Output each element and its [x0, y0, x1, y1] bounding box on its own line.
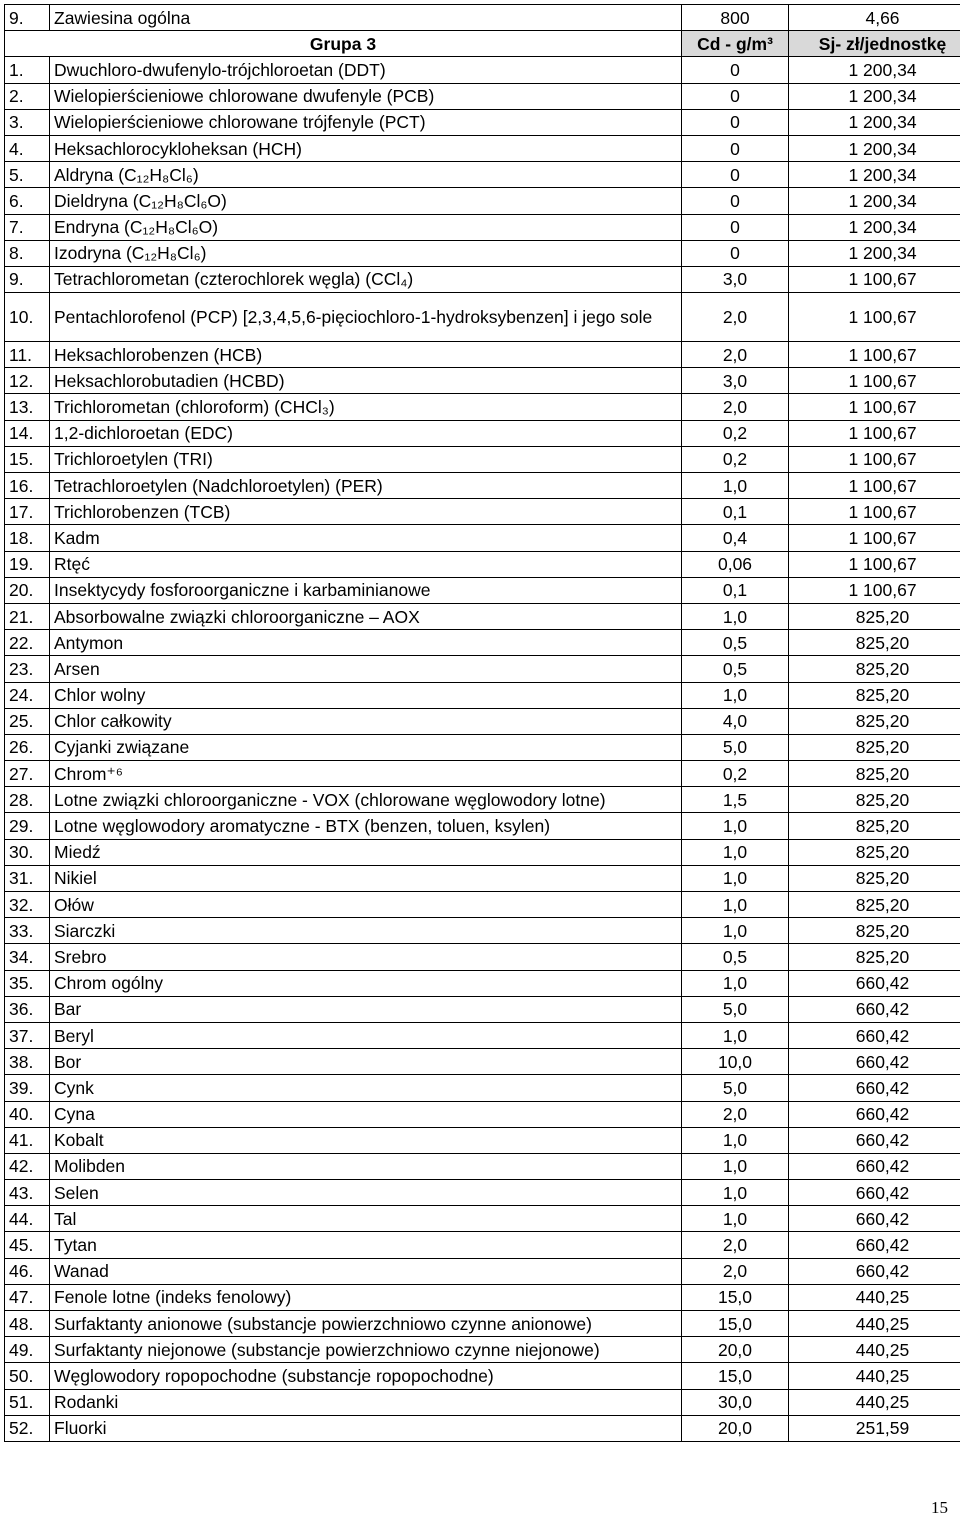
substance-name: Lotne związki chloroorganiczne - VOX (chlorowane węglowodory lotne)	[50, 787, 682, 813]
table-row	[5, 214, 960, 240]
substance-name: Rtęć	[50, 551, 682, 577]
table-row	[5, 188, 960, 214]
sj-value: 825,20	[789, 892, 960, 918]
cd-value: 0,5	[682, 656, 789, 682]
row-number: 44.	[5, 1206, 50, 1232]
sj-value: 4,66	[789, 5, 960, 31]
substance-name: Surfaktanty anionowe (substancje powierzchniowo czynne anionowe)	[50, 1311, 682, 1337]
table-row	[5, 1258, 960, 1284]
cd-value: 0	[682, 188, 789, 214]
page-number: 15	[931, 1498, 948, 1517]
substance-name: Tetrachloroetylen (Nadchloroetylen) (PER)	[50, 473, 682, 499]
substance-name: Insektycydy fosforoorganiczne i karbaminianowe	[50, 577, 682, 603]
substance-name: Kadm	[50, 525, 682, 551]
substance-name: Tal	[50, 1206, 682, 1232]
table-body	[5, 5, 960, 1442]
row-number: 31.	[5, 865, 50, 891]
substance-name: Nikiel	[50, 865, 682, 891]
row-number: 52.	[5, 1415, 50, 1441]
sj-value: 660,42	[789, 1101, 960, 1127]
substance-name: Bor	[50, 1049, 682, 1075]
table-row	[5, 708, 960, 734]
sj-value: 440,25	[789, 1284, 960, 1310]
cd-value: 20,0	[682, 1415, 789, 1441]
cd-value: 1,0	[682, 1153, 789, 1179]
substance-name: Heksachlorobutadien (HCBD)	[50, 368, 682, 394]
sj-value: 825,20	[789, 839, 960, 865]
table-row	[5, 761, 960, 787]
substance-name: Absorbowalne związki chloroorganiczne – AOX	[50, 603, 682, 629]
sj-value: 660,42	[789, 1075, 960, 1101]
table-row	[5, 342, 960, 368]
row-number: 49.	[5, 1337, 50, 1363]
sj-value: 440,25	[789, 1363, 960, 1389]
row-number: 7.	[5, 214, 50, 240]
sj-value: 825,20	[789, 918, 960, 944]
sj-value: 1 100,67	[789, 420, 960, 446]
row-number: 42.	[5, 1153, 50, 1179]
sj-value: 825,20	[789, 734, 960, 760]
substance-name: Fluorki	[50, 1415, 682, 1441]
cd-value: 1,0	[682, 1206, 789, 1232]
cd-value: 2,0	[682, 342, 789, 368]
table-row	[5, 839, 960, 865]
table-row	[5, 83, 960, 109]
substance-name: Pentachlorofenol (PCP) [2,3,4,5,6-pięciochloro-1-hydroksybenzen] i jego sole	[50, 293, 682, 342]
row-number: 27.	[5, 761, 50, 787]
table-row	[5, 1180, 960, 1206]
cd-value: 0,5	[682, 944, 789, 970]
sj-value: 1 200,34	[789, 83, 960, 109]
row-number: 30.	[5, 839, 50, 865]
row-number: 8.	[5, 240, 50, 266]
cd-value: 1,0	[682, 865, 789, 891]
substance-name: Chlor całkowity	[50, 708, 682, 734]
cd-column-header: Cd - g/m³	[682, 31, 789, 57]
substance-name: 1,2-dichloroetan (EDC)	[50, 420, 682, 446]
cd-value: 3,0	[682, 368, 789, 394]
sj-value: 825,20	[789, 682, 960, 708]
sj-value: 660,42	[789, 1127, 960, 1153]
sj-value: 1 100,67	[789, 499, 960, 525]
cd-value: 4,0	[682, 708, 789, 734]
sj-value: 1 200,34	[789, 57, 960, 83]
table-row	[5, 1311, 960, 1337]
row-number: 24.	[5, 682, 50, 708]
table-row	[5, 1232, 960, 1258]
table-row	[5, 1206, 960, 1232]
substance-name: Wielopierścieniowe chlorowane trójfenyle (PCT)	[50, 109, 682, 135]
substance-name: Srebro	[50, 944, 682, 970]
table-row	[5, 1389, 960, 1415]
row-number: 48.	[5, 1311, 50, 1337]
substance-name: Arsen	[50, 656, 682, 682]
table-row	[5, 1022, 960, 1048]
cd-value: 5,0	[682, 734, 789, 760]
sj-value: 660,42	[789, 1022, 960, 1048]
table-row	[5, 394, 960, 420]
sj-value: 1 200,34	[789, 162, 960, 188]
substance-name: Cyjanki związane	[50, 734, 682, 760]
row-number: 3.	[5, 109, 50, 135]
table-row	[5, 682, 960, 708]
sj-value: 825,20	[789, 813, 960, 839]
row-number: 6.	[5, 188, 50, 214]
table-row	[5, 293, 960, 342]
table-row	[5, 630, 960, 656]
cd-value: 0,2	[682, 761, 789, 787]
sj-value: 825,20	[789, 656, 960, 682]
sj-value: 660,42	[789, 1232, 960, 1258]
substance-name: Dieldryna (C₁₂H₈Cl₆O)	[50, 188, 682, 214]
cd-value: 0	[682, 109, 789, 135]
cd-value: 20,0	[682, 1337, 789, 1363]
fee-rates-table	[4, 4, 960, 1442]
substance-name: Chrom ogólny	[50, 970, 682, 996]
substance-name: Ołów	[50, 892, 682, 918]
substance-name: Aldryna (C₁₂H₈Cl₆)	[50, 162, 682, 188]
cd-value: 2,0	[682, 1258, 789, 1284]
cd-value: 2,0	[682, 394, 789, 420]
table-row	[5, 787, 960, 813]
table-row	[5, 813, 960, 839]
substance-name: Heksachlorocykloheksan (HCH)	[50, 135, 682, 161]
cd-value: 3,0	[682, 266, 789, 292]
table-row	[5, 240, 960, 266]
table-row	[5, 473, 960, 499]
table-row	[5, 368, 960, 394]
sj-value: 1 200,34	[789, 214, 960, 240]
sj-column-header: Sj- zł/jednostkę	[789, 31, 960, 57]
substance-name: Cyna	[50, 1101, 682, 1127]
cd-value: 2,0	[682, 1101, 789, 1127]
row-number: 32.	[5, 892, 50, 918]
cd-value: 0,1	[682, 577, 789, 603]
row-number: 12.	[5, 368, 50, 394]
sj-value: 660,42	[789, 996, 960, 1022]
substance-name: Trichloroetylen (TRI)	[50, 446, 682, 472]
sj-value: 1 200,34	[789, 188, 960, 214]
row-number: 29.	[5, 813, 50, 839]
substance-name: Tetrachlorometan (czterochlorek węgla) (CCl₄)	[50, 266, 682, 292]
table-row	[5, 499, 960, 525]
cd-value: 15,0	[682, 1311, 789, 1337]
cd-value: 0	[682, 135, 789, 161]
table-row	[5, 577, 960, 603]
row-number: 20.	[5, 577, 50, 603]
sj-value: 1 100,67	[789, 368, 960, 394]
table-row	[5, 1284, 960, 1310]
substance-name: Molibden	[50, 1153, 682, 1179]
row-number: 4.	[5, 135, 50, 161]
substance-name: Lotne węglowodory aromatyczne - BTX (benzen, toluen, ksylen)	[50, 813, 682, 839]
table-row	[5, 996, 960, 1022]
row-number: 45.	[5, 1232, 50, 1258]
substance-name: Wielopierścieniowe chlorowane dwufenyle (PCB)	[50, 83, 682, 109]
substance-name: Fenole lotne (indeks fenolowy)	[50, 1284, 682, 1310]
table-row	[5, 1075, 960, 1101]
row-number: 50.	[5, 1363, 50, 1389]
table-row	[5, 1337, 960, 1363]
cd-value: 15,0	[682, 1363, 789, 1389]
row-number: 47.	[5, 1284, 50, 1310]
sj-value: 1 100,67	[789, 577, 960, 603]
row-number: 33.	[5, 918, 50, 944]
sj-value: 660,42	[789, 1206, 960, 1232]
sj-value: 1 200,34	[789, 240, 960, 266]
cd-value: 800	[682, 5, 789, 31]
substance-name: Endryna (C₁₂H₈Cl₆O)	[50, 214, 682, 240]
row-number: 2.	[5, 83, 50, 109]
row-number: 9.	[5, 266, 50, 292]
sj-value: 1 100,67	[789, 293, 960, 342]
substance-name: Heksachlorobenzen (HCB)	[50, 342, 682, 368]
sj-value: 825,20	[789, 865, 960, 891]
cd-value: 1,0	[682, 603, 789, 629]
cd-value: 1,0	[682, 1180, 789, 1206]
table-row	[5, 420, 960, 446]
cd-value: 1,0	[682, 892, 789, 918]
cd-value: 0	[682, 214, 789, 240]
substance-name: Cynk	[50, 1075, 682, 1101]
substance-name: Chrom⁺⁶	[50, 761, 682, 787]
cd-value: 2,0	[682, 1232, 789, 1258]
substance-name: Węglowodory ropopochodne (substancje ropopochodne)	[50, 1363, 682, 1389]
sj-value: 1 100,67	[789, 446, 960, 472]
substance-name: Miedź	[50, 839, 682, 865]
row-number: 11.	[5, 342, 50, 368]
row-number: 41.	[5, 1127, 50, 1153]
cd-value: 0,5	[682, 630, 789, 656]
cd-value: 30,0	[682, 1389, 789, 1415]
row-number: 26.	[5, 734, 50, 760]
table-row	[5, 603, 960, 629]
row-number: 17.	[5, 499, 50, 525]
table-row	[5, 1049, 960, 1075]
cd-value: 0,4	[682, 525, 789, 551]
row-number: 23.	[5, 656, 50, 682]
row-number: 51.	[5, 1389, 50, 1415]
table-row	[5, 734, 960, 760]
sj-value: 1 200,34	[789, 135, 960, 161]
table-row	[5, 162, 960, 188]
table-row	[5, 109, 960, 135]
sj-value: 1 100,67	[789, 394, 960, 420]
cd-value: 0,06	[682, 551, 789, 577]
row-number: 46.	[5, 1258, 50, 1284]
row-number: 13.	[5, 394, 50, 420]
sj-value: 440,25	[789, 1311, 960, 1337]
sj-value: 660,42	[789, 1153, 960, 1179]
cd-value: 5,0	[682, 996, 789, 1022]
row-number: 19.	[5, 551, 50, 577]
sj-value: 1 100,67	[789, 266, 960, 292]
cd-value: 10,0	[682, 1049, 789, 1075]
cd-value: 15,0	[682, 1284, 789, 1310]
sj-value: 1 100,67	[789, 551, 960, 577]
substance-name: Antymon	[50, 630, 682, 656]
sj-value: 440,25	[789, 1337, 960, 1363]
table-row	[5, 918, 960, 944]
row-number: 21.	[5, 603, 50, 629]
substance-name: Siarczki	[50, 918, 682, 944]
row-number: 38.	[5, 1049, 50, 1075]
cd-value: 1,0	[682, 970, 789, 996]
sj-value: 1 100,67	[789, 342, 960, 368]
table-row	[5, 1415, 960, 1441]
substance-name: Izodryna (C₁₂H₈Cl₆)	[50, 240, 682, 266]
substance-name: Selen	[50, 1180, 682, 1206]
sj-value: 1 100,67	[789, 473, 960, 499]
cd-value: 0,1	[682, 499, 789, 525]
substance-name: Beryl	[50, 1022, 682, 1048]
table-row	[5, 5, 960, 31]
table-row	[5, 551, 960, 577]
group-header-row	[5, 31, 960, 57]
table-row	[5, 446, 960, 472]
row-number: 39.	[5, 1075, 50, 1101]
sj-value: 825,20	[789, 761, 960, 787]
cd-value: 1,0	[682, 813, 789, 839]
row-number: 36.	[5, 996, 50, 1022]
row-number: 9.	[5, 5, 50, 31]
sj-value: 660,42	[789, 970, 960, 996]
cd-value: 5,0	[682, 1075, 789, 1101]
table-row	[5, 1363, 960, 1389]
row-number: 43.	[5, 1180, 50, 1206]
cd-value: 1,0	[682, 1022, 789, 1048]
group-title: Grupa 3	[5, 31, 682, 57]
sj-value: 825,20	[789, 944, 960, 970]
substance-name: Rodanki	[50, 1389, 682, 1415]
cd-value: 0	[682, 162, 789, 188]
row-number: 28.	[5, 787, 50, 813]
row-number: 14.	[5, 420, 50, 446]
substance-name: Dwuchloro-dwufenylo-trójchloroetan (DDT)	[50, 57, 682, 83]
row-number: 5.	[5, 162, 50, 188]
cd-value: 0,2	[682, 420, 789, 446]
table-row	[5, 135, 960, 161]
substance-name: Surfaktanty niejonowe (substancje powierzchniowo czynne niejonowe)	[50, 1337, 682, 1363]
sj-value: 825,20	[789, 630, 960, 656]
row-number: 35.	[5, 970, 50, 996]
cd-value: 0	[682, 57, 789, 83]
substance-name: Trichlorobenzen (TCB)	[50, 499, 682, 525]
cd-value: 2,0	[682, 293, 789, 342]
table-row	[5, 266, 960, 292]
cd-value: 1,0	[682, 918, 789, 944]
table-row	[5, 1153, 960, 1179]
sj-value: 440,25	[789, 1389, 960, 1415]
substance-name: Zawiesina ogólna	[50, 5, 682, 31]
sj-value: 1 200,34	[789, 109, 960, 135]
row-number: 22.	[5, 630, 50, 656]
substance-name: Trichlorometan (chloroform) (CHCl₃)	[50, 394, 682, 420]
table-row	[5, 970, 960, 996]
sj-value: 660,42	[789, 1180, 960, 1206]
table-row	[5, 57, 960, 83]
table-row	[5, 892, 960, 918]
sj-value: 825,20	[789, 787, 960, 813]
cd-value: 0	[682, 240, 789, 266]
row-number: 1.	[5, 57, 50, 83]
sj-value: 660,42	[789, 1049, 960, 1075]
row-number: 15.	[5, 446, 50, 472]
row-number: 25.	[5, 708, 50, 734]
substance-name: Kobalt	[50, 1127, 682, 1153]
cd-value: 1,0	[682, 1127, 789, 1153]
substance-name: Tytan	[50, 1232, 682, 1258]
table-row	[5, 525, 960, 551]
substance-name: Wanad	[50, 1258, 682, 1284]
row-number: 18.	[5, 525, 50, 551]
substance-name: Bar	[50, 996, 682, 1022]
sj-value: 1 100,67	[789, 525, 960, 551]
table-row	[5, 656, 960, 682]
table-row	[5, 865, 960, 891]
row-number: 16.	[5, 473, 50, 499]
sj-value: 825,20	[789, 603, 960, 629]
sj-value: 660,42	[789, 1258, 960, 1284]
table-row	[5, 944, 960, 970]
cd-value: 1,0	[682, 682, 789, 708]
cd-value: 1,0	[682, 473, 789, 499]
sj-value: 251,59	[789, 1415, 960, 1441]
row-number: 10.	[5, 293, 50, 342]
table-row	[5, 1101, 960, 1127]
row-number: 37.	[5, 1022, 50, 1048]
substance-name: Chlor wolny	[50, 682, 682, 708]
table-row	[5, 1127, 960, 1153]
cd-value: 1,0	[682, 839, 789, 865]
cd-value: 0,2	[682, 446, 789, 472]
row-number: 40.	[5, 1101, 50, 1127]
cd-value: 1,5	[682, 787, 789, 813]
cd-value: 0	[682, 83, 789, 109]
sj-value: 825,20	[789, 708, 960, 734]
row-number: 34.	[5, 944, 50, 970]
